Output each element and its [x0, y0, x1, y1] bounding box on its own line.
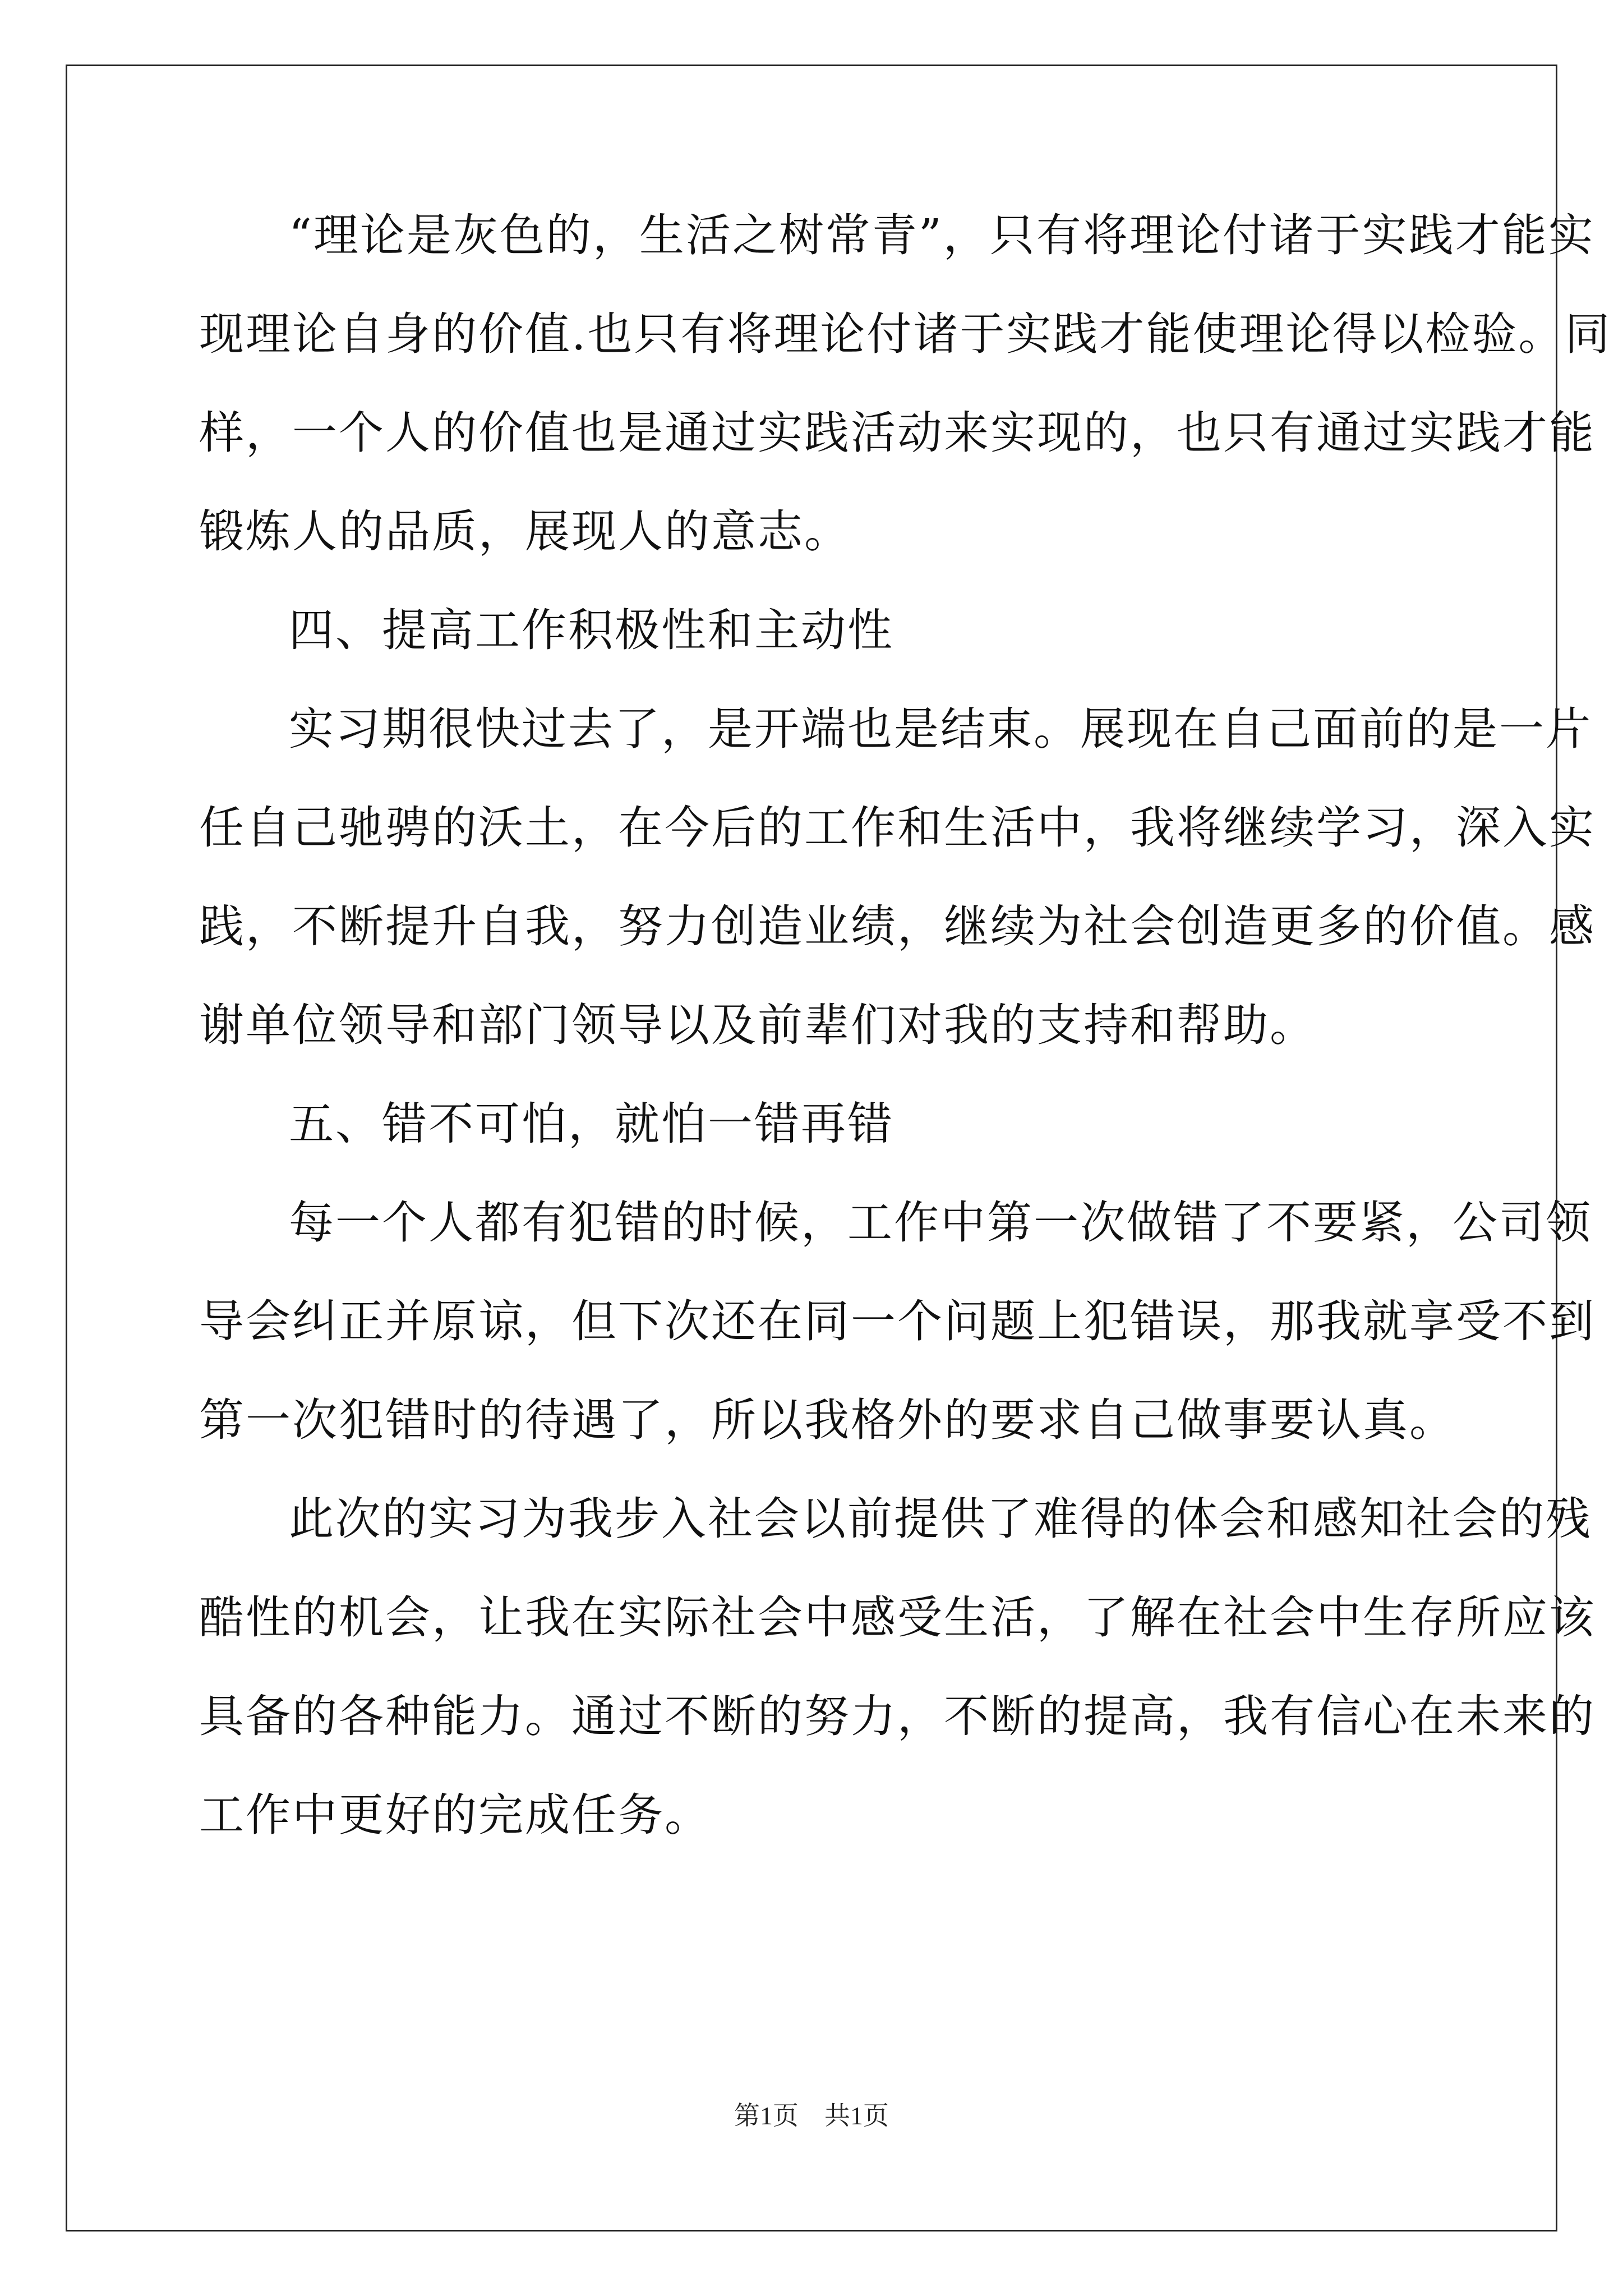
paragraph-line: 践，不断提升自我，努力创造业绩，继续为社会创造更多的价值。感: [199, 900, 1596, 953]
paragraph-line: 具备的各种能力。通过不断的努力，不断的提高，我有信心在未来的: [199, 1690, 1596, 1742]
section-heading: 四、提高工作积极性和主动性: [289, 604, 894, 656]
paragraph-line: 此次的实习为我步入社会以前提供了难得的体会和感知社会的残: [289, 1493, 1592, 1545]
section-heading: 五、错不可怕，就怕一错再错: [289, 1098, 894, 1150]
paragraph-line: 实习期很快过去了，是开端也是结束。展现在自己面前的是一片: [289, 703, 1592, 755]
page-number-footer: 第1页 共1页: [734, 2101, 889, 2130]
paragraph-line: 每一个人都有犯错的时候，工作中第一次做错了不要紧，公司领: [289, 1197, 1592, 1249]
document-body: [199, 209, 1612, 1892]
paragraph-line: 现理论自身的价值.也只有将理论付诸于实践才能使理论得以检验。同: [199, 308, 1612, 360]
paragraph-line: 第一次犯错时的待遇了，所以我格外的要求自己做事要认真。: [199, 1394, 1456, 1446]
paragraph-line: 导会纠正并原谅，但下次还在同一个问题上犯错误，那我就享受不到: [199, 1295, 1596, 1347]
paragraph-line: 样，一个人的价值也是通过实践活动来实现的，也只有通过实践才能: [199, 407, 1596, 459]
paragraph-line: 酷性的机会，让我在实际社会中感受生活，了解在社会中生存所应该: [199, 1591, 1596, 1644]
paragraph-line: “理论是灰色的，生活之树常青”，只有将理论付诸于实践才能实: [289, 209, 1595, 261]
paragraph-line: 任自己驰骋的沃土，在今后的工作和生活中，我将继续学习，深入实: [199, 802, 1596, 854]
paragraph-line: 谢单位领导和部门领导以及前辈们对我的支持和帮助。: [199, 999, 1316, 1051]
paragraph-line: 工作中更好的完成任务。: [199, 1789, 711, 1841]
paragraph-line: 锻炼人的品质，展现人的意志。: [199, 505, 851, 558]
